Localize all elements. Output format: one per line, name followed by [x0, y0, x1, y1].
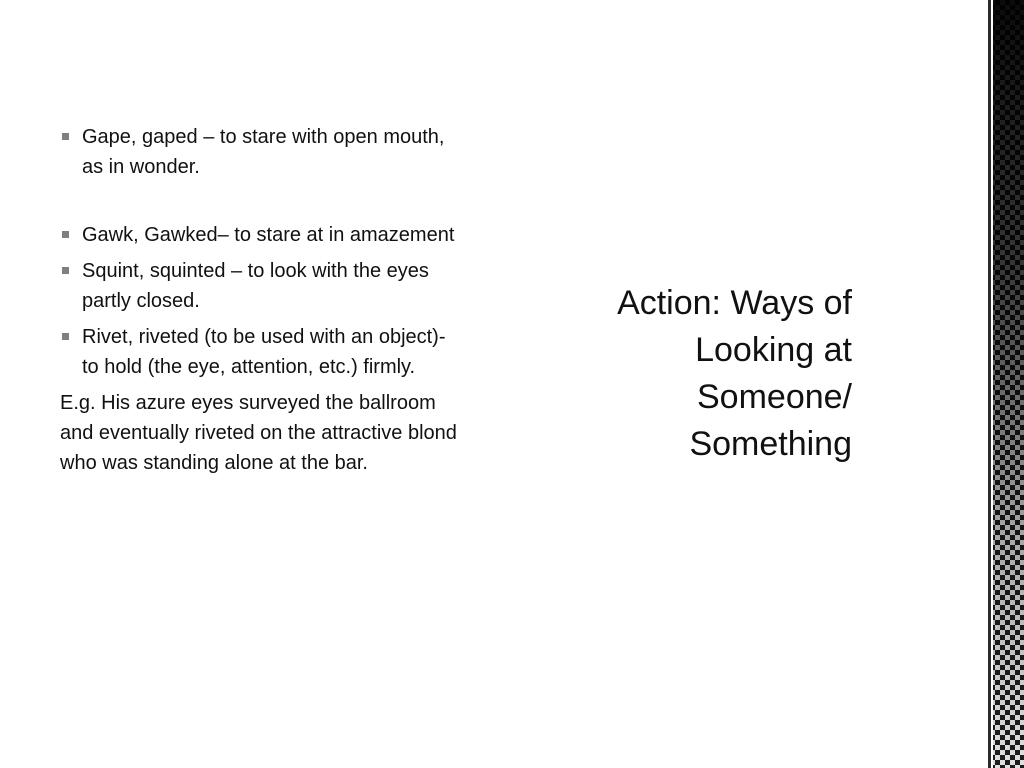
bullet-item-gape [60, 122, 460, 182]
square-bullet-icon [62, 333, 69, 340]
bullet-text: Squint, squinted – to look with the eyes partly closed. [82, 260, 429, 312]
bullet-item-rivet [60, 322, 460, 382]
bullet-item-squint [60, 256, 460, 316]
square-bullet-icon [62, 267, 69, 274]
square-bullet-icon [62, 231, 69, 238]
bullet-text: Gape, gaped – to stare with open mouth, as in wonder. [82, 126, 445, 178]
bullet-text: Gawk, Gawked– to stare at in amazement [82, 224, 455, 246]
slide-title: Action: Ways of Looking at Someone/ Something [617, 284, 852, 463]
bullet-text: Rivet, riveted (to be used with an object)- to hold (the eye, attention, etc.) firmly. [82, 326, 446, 378]
square-bullet-icon [62, 133, 69, 140]
checkered-border-pattern [980, 0, 1024, 768]
slide-content [60, 122, 460, 478]
bullet-item-gawk [60, 220, 460, 250]
bullet-list [60, 122, 460, 382]
example-sentence: E.g. His azure eyes surveyed the ballroom and eventually riveted on the attractive blond who was standing alone at the bar. [60, 392, 457, 474]
